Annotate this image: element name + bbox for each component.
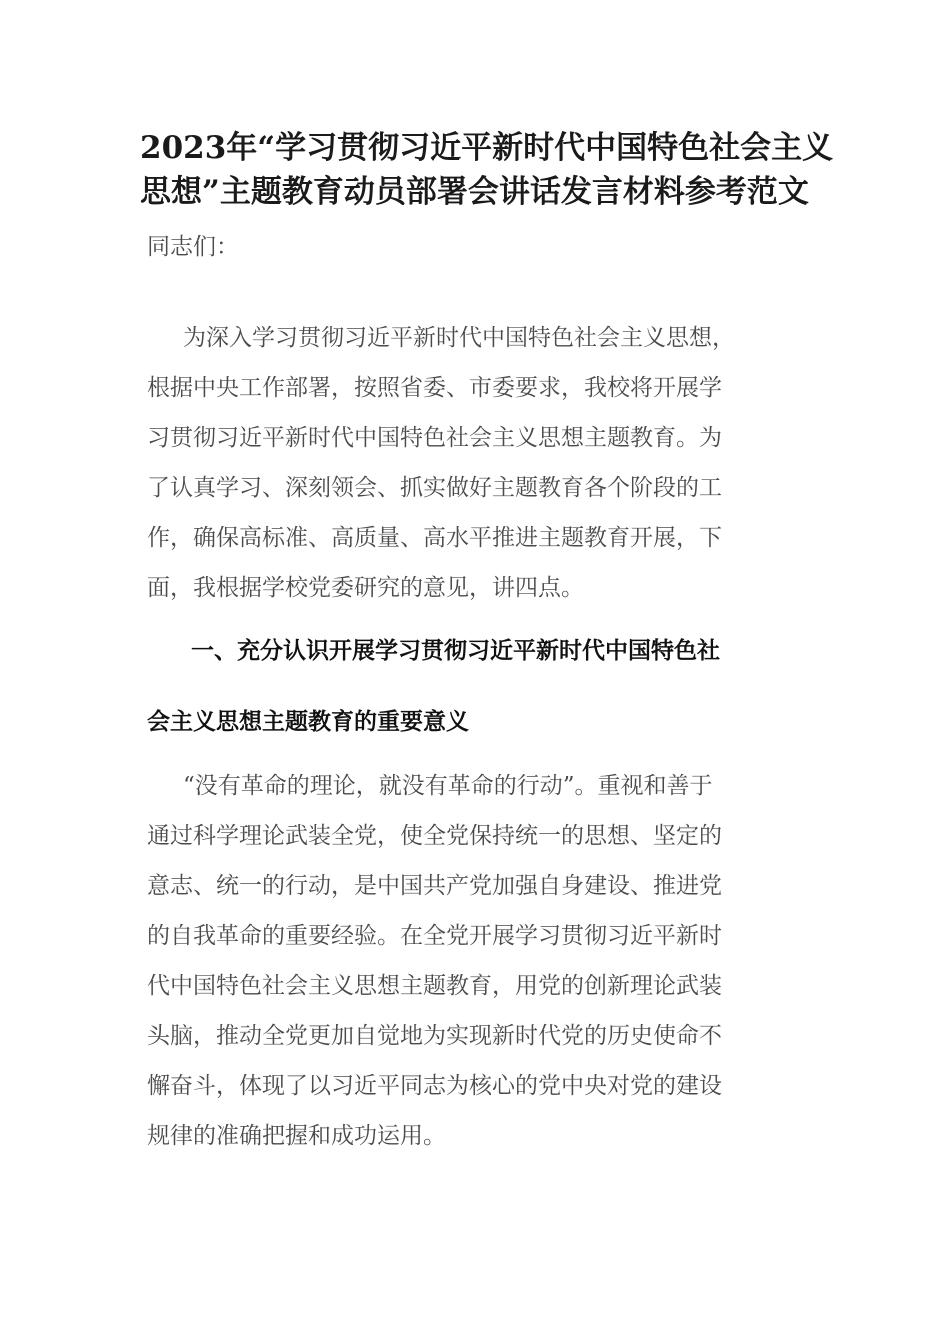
paragraph-line: 懈奋斗，体现了以习近平同志为核心的党中央对党的建设 <box>147 1073 722 1099</box>
paragraph-line: 了认真学习、深刻领会、抓实做好主题教育各个阶段的工 <box>147 475 722 501</box>
section-heading <box>147 632 720 665</box>
paragraph-line: 意志、统一的行动，是中国共产党加强自身建设、推进党 <box>147 873 722 899</box>
paragraph-line: 规律的准确把握和成功运用。 <box>147 1123 446 1149</box>
section-heading-continued <box>147 703 469 736</box>
paragraph-line: 作，确保高标准、高质量、高水平推进主题教育开展，下 <box>147 525 722 551</box>
paragraph-line: 面，我根据学校党委研究的意见，讲四点。 <box>147 575 584 601</box>
paragraph-line: 头脑，推动全党更加自觉地为实现新时代党的历史使命不 <box>147 1023 722 1049</box>
paragraph-line: 通过科学理论武装全党，使全党保持统一的思想、坚定的 <box>147 823 722 849</box>
paragraph-intro <box>147 313 735 613</box>
title-line: 2023年“学习贯彻习近平新时代中国特色社会主义 <box>140 130 834 166</box>
title-line: 思想”主题教育动员部署会讲话发言材料参考范文 <box>140 174 809 210</box>
paragraph-line: 代中国特色社会主义思想主题教育，用党的创新理论武装 <box>147 973 722 999</box>
paragraph-line: “没有革命的理论，就没有革命的行动”。重视和善于 <box>183 773 713 799</box>
paragraph-line: 根据中央工作部署，按照省委、市委要求，我校将开展学 <box>147 375 722 401</box>
heading-line: 一、充分认识开展学习贯彻习近平新时代中国特色社 <box>191 638 720 664</box>
document-title <box>140 126 834 214</box>
heading-line: 会主义思想主题教育的重要意义 <box>147 709 469 735</box>
paragraph-line: 习贯彻习近平新时代中国特色社会主义思想主题教育。为 <box>147 425 722 451</box>
paragraph-line: 的自我革命的重要经验。在全党开展学习贯彻习近平新时 <box>147 923 722 949</box>
paragraph-significance <box>147 761 722 1161</box>
paragraph-line: 为深入学习贯彻习近平新时代中国特色社会主义思想， <box>183 325 735 351</box>
salutation: 同志们： <box>147 234 239 260</box>
